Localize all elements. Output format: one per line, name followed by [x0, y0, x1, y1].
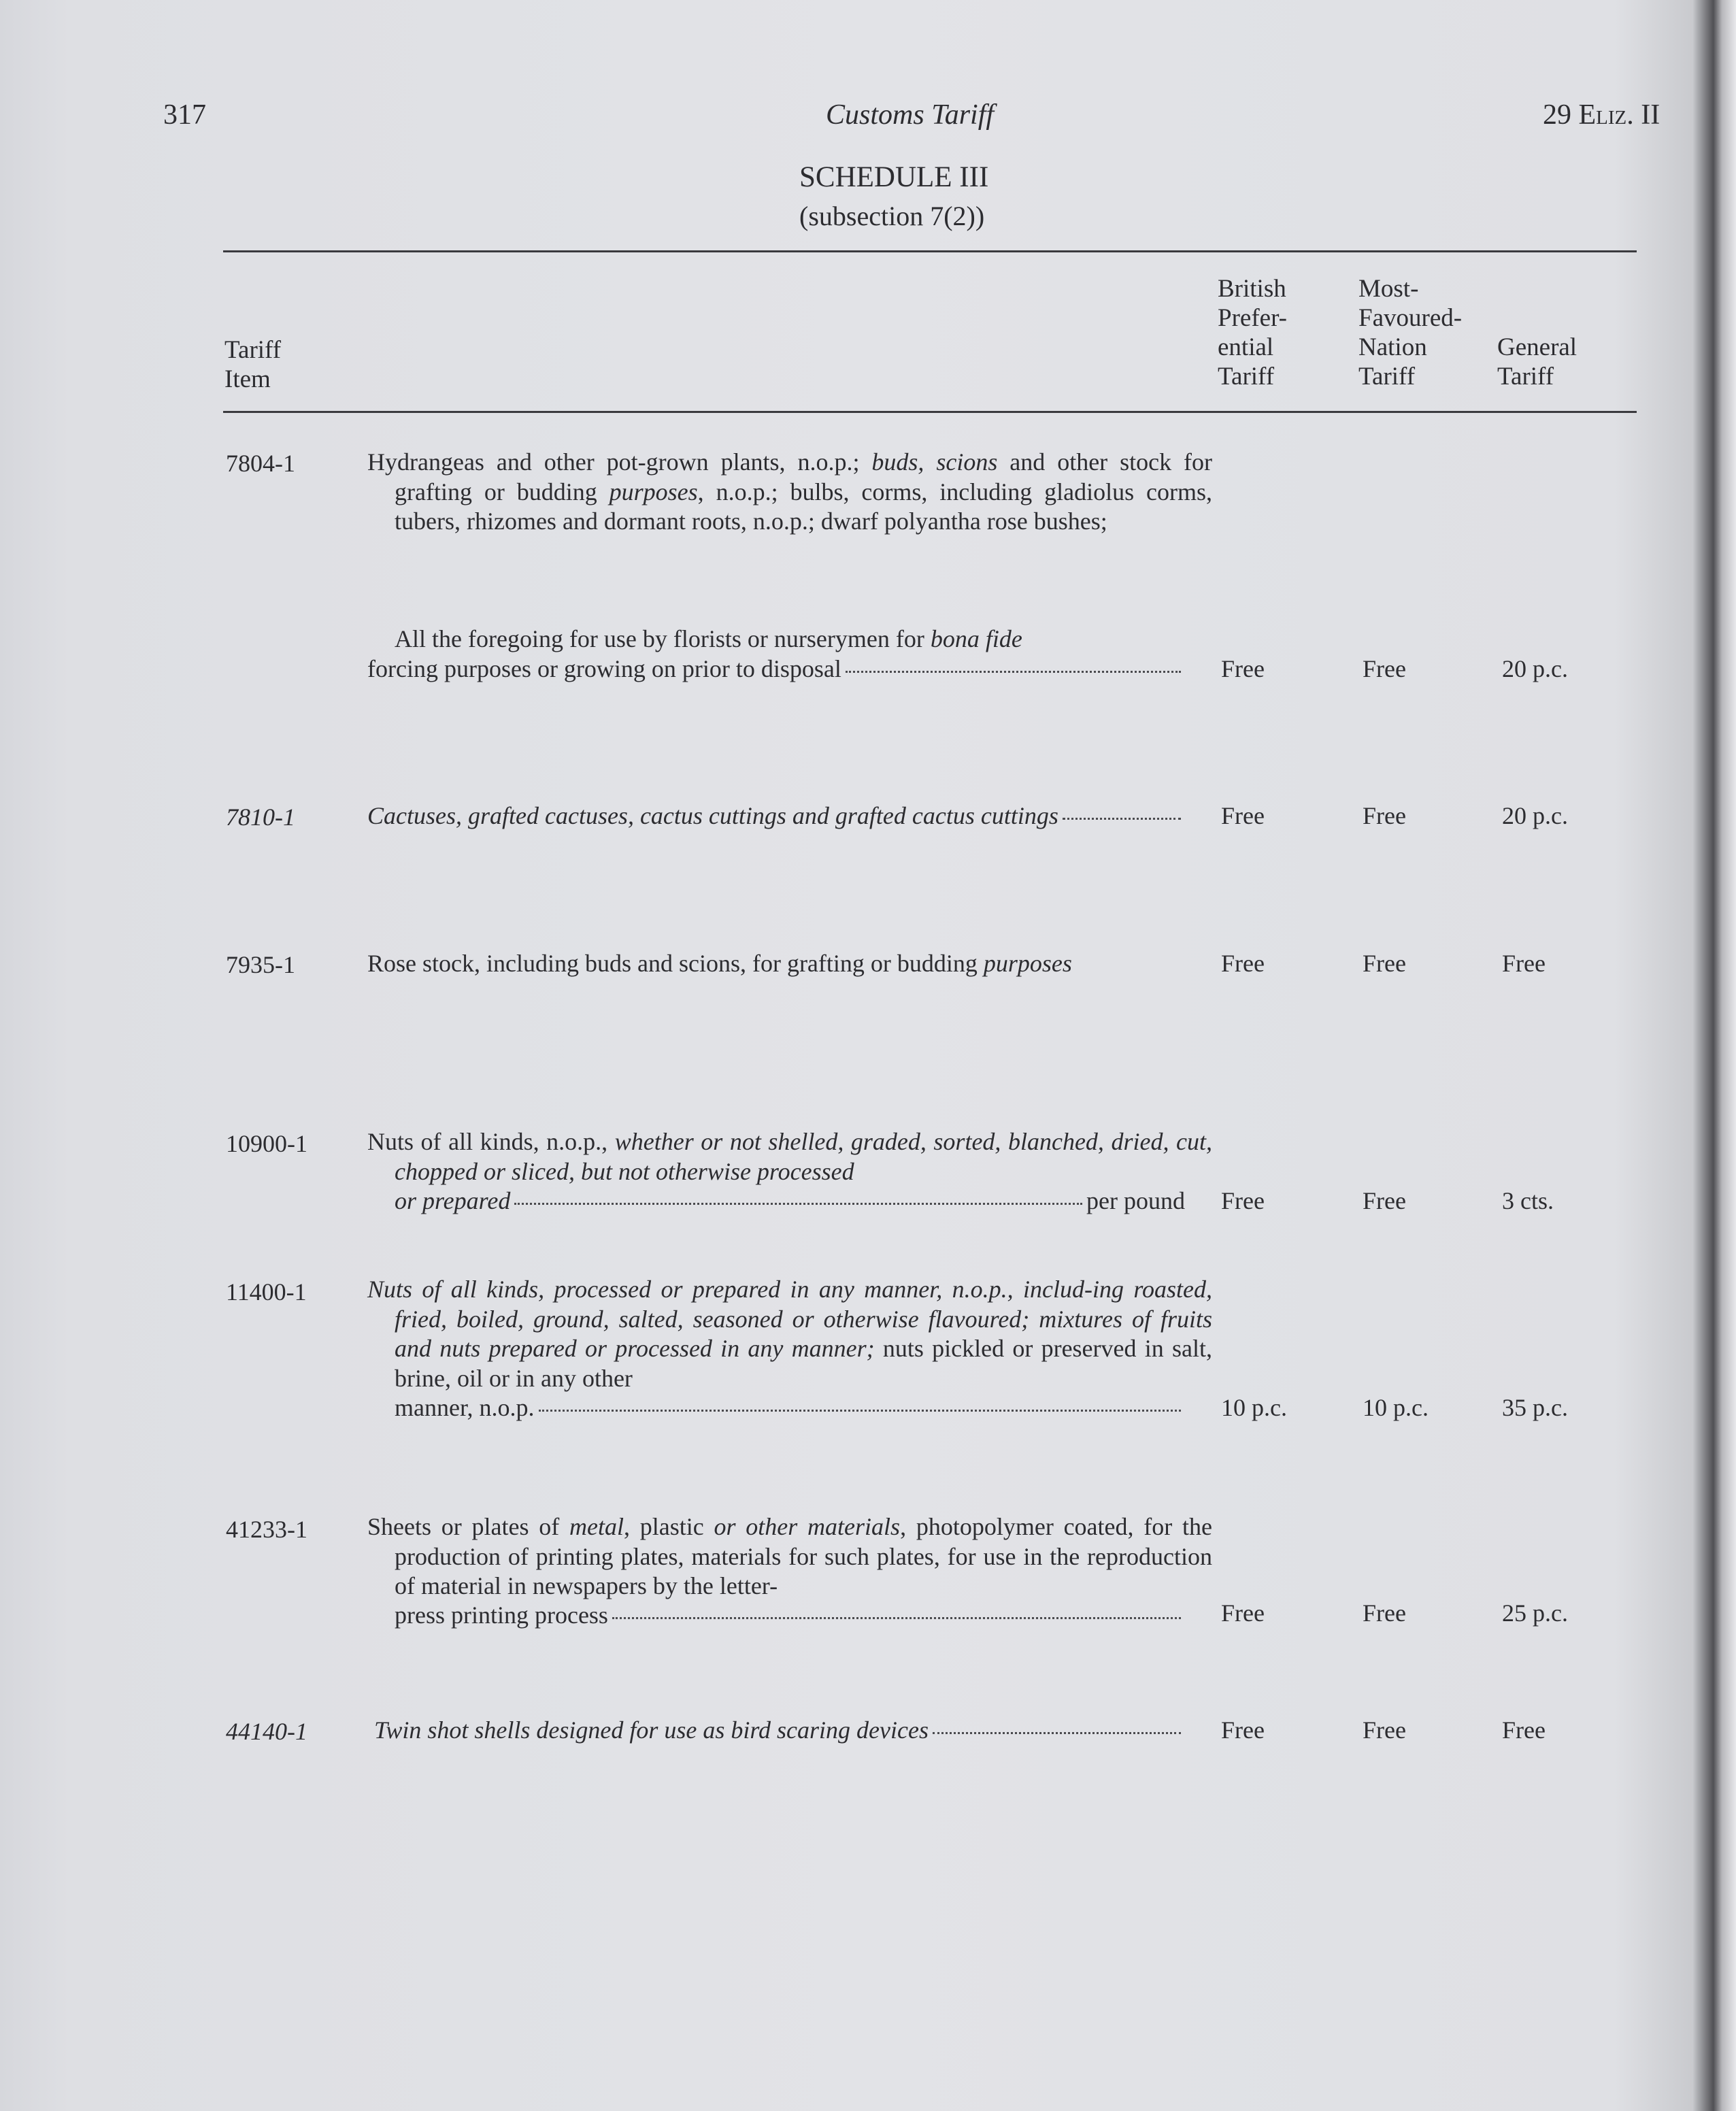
leader-dots	[612, 1617, 1181, 1619]
tariff-item-10900-1: 10900-1	[226, 1130, 307, 1157]
column-header-british-preferential: British Prefer- ential Tariff	[1218, 275, 1287, 390]
leader-dots	[933, 1732, 1181, 1734]
column-header-general: General Tariff	[1497, 333, 1578, 390]
description-7804-1: Hydrangeas and other pot-grown plants, n.o.p.; buds, scions and other stock for grafting or budding purposes, n.o.p.; bulbs, corms, including gladiolus corms, tubers, rhizomes and dormant roots, n.o.p.; dwarf polyantha rose bushes;	[367, 448, 1213, 535]
leader-dots	[846, 671, 1181, 673]
description-41233-1: Sheets or plates of metal, plastic or other materials, photopolymer coated, for the production of printing plates, materials for such plates, for use in the reproduction of material in newspapers by the letter-	[367, 1513, 1212, 1599]
tariff-item-7810-1: 7810-1	[226, 803, 295, 831]
page-number: 317	[163, 99, 206, 131]
mfn-rate-11400-1: 10 p.c.	[1363, 1394, 1429, 1421]
description-7804-1-condition: All the foregoing for use by florists or nurserymen for bona fide	[395, 625, 1022, 652]
description-7810-1: Cactuses, grafted cactuses, cactus cuttings and grafted cactus cuttings	[367, 801, 1185, 831]
british-rate-44140-1: Free	[1221, 1716, 1265, 1744]
description-7804-1-condition-end: forcing purposes or growing on prior to disposal	[367, 654, 1185, 684]
general-rate-41233-1: 25 p.c.	[1502, 1599, 1568, 1627]
schedule-title: SCHEDULE III	[799, 161, 989, 193]
tariff-item-7804-1: 7804-1	[226, 450, 295, 477]
british-rate-7804-1: Free	[1221, 655, 1265, 682]
general-rate-7804-1: 20 p.c.	[1502, 655, 1568, 682]
description-41233-1-end: press printing process	[367, 1601, 1185, 1631]
description-44140-1: Twin shot shells designed for use as bird scaring devices	[367, 1716, 1185, 1746]
general-rate-11400-1: 35 p.c.	[1502, 1394, 1568, 1421]
tariff-item-11400-1: 11400-1	[226, 1278, 307, 1306]
schedule-subtitle: (subsection 7(2))	[799, 201, 985, 231]
top-rule	[223, 250, 1637, 252]
general-rate-7935-1: Free	[1502, 950, 1546, 977]
description-11400-1-end: manner, n.o.p.	[367, 1393, 1185, 1423]
mfn-rate-41233-1: Free	[1363, 1599, 1406, 1627]
british-rate-7810-1: Free	[1221, 802, 1265, 829]
british-rate-7935-1: Free	[1221, 950, 1265, 977]
british-rate-41233-1: Free	[1221, 1599, 1265, 1627]
general-rate-44140-1: Free	[1502, 1716, 1546, 1744]
description-10900-1-end: or prepared per pound	[395, 1187, 1185, 1214]
mfn-rate-7810-1: Free	[1363, 802, 1406, 829]
description-11400-1: Nuts of all kinds, processed or prepared in any manner, n.o.p., includ-ing roasted, fried, boiled, ground, salted, seasoned or otherwise flavoured; mixtures of fruits and nuts prepared or processed in any manner; nuts pickled or preserved in salt, brine, oil or in any other	[367, 1276, 1212, 1392]
british-rate-10900-1: Free	[1221, 1187, 1265, 1214]
mfn-rate-44140-1: Free	[1363, 1716, 1406, 1744]
tariff-item-7935-1: 7935-1	[226, 951, 295, 978]
general-rate-10900-1: 3 cts.	[1502, 1187, 1554, 1214]
tariff-item-44140-1: 44140-1	[226, 1718, 307, 1745]
column-header-most-favoured-nation: Most- Favoured- Nation Tariff	[1358, 275, 1463, 390]
regnal-year: 29 Eliz. II	[1543, 99, 1660, 131]
running-title: Customs Tariff	[826, 99, 995, 131]
description-10900-1: Nuts of all kinds, n.o.p., whether or not shelled, graded, sorted, blanched, dried, cut, chopped or sliced, but not otherwise processed	[367, 1128, 1212, 1185]
mfn-rate-7804-1: Free	[1363, 655, 1406, 682]
leader-dots	[539, 1410, 1181, 1412]
mfn-rate-10900-1: Free	[1363, 1187, 1406, 1214]
general-rate-7810-1: 20 p.c.	[1502, 802, 1568, 829]
mfn-rate-7935-1: Free	[1363, 950, 1406, 977]
british-rate-11400-1: 10 p.c.	[1221, 1394, 1287, 1421]
header-rule	[223, 411, 1637, 413]
description-7935-1: Rose stock, including buds and scions, for grafting or budding purposes	[367, 950, 1072, 977]
tariff-item-41233-1: 41233-1	[226, 1516, 307, 1543]
leader-dots	[1063, 818, 1181, 820]
leader-dots	[514, 1203, 1082, 1205]
column-header-tariff-item: Tariff Item	[224, 336, 282, 393]
